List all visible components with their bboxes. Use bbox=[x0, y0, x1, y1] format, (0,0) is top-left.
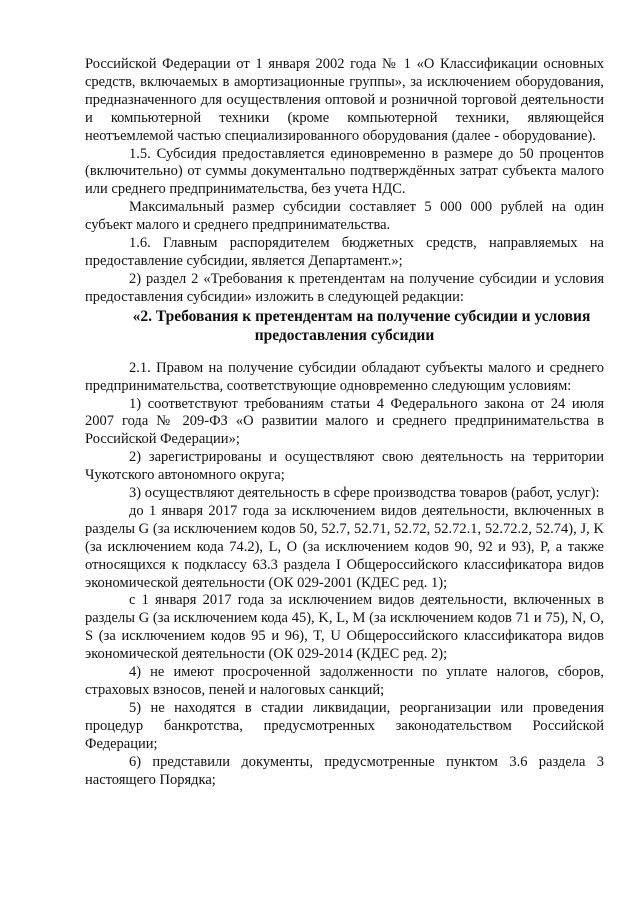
section-heading: «2. Требования к претендентам на получение субсидии и условия предоставления субсидии bbox=[132, 307, 591, 344]
paragraph-2-1: 2.1. Правом на получение субсидии обладают субъекты малого и среднего предпринимательства, соответствующие одновременно следующим условиям: bbox=[85, 359, 604, 394]
paragraph-1-5: 1.5. Субсидия предоставляется единовременно в размере до 50 процентов (включительно) от суммы документально подтверждённых затрат субъекта малого или среднего предпринимательства, без учета НДС. bbox=[85, 145, 604, 198]
document-page bbox=[85, 56, 604, 789]
condition-6: 6) представили документы, предусмотренные пунктом 3.6 раздела 3 настоящего Порядка; bbox=[85, 753, 604, 788]
condition-2: 2) зарегистрированы и осуществляют свою деятельность на территории Чукотского автономного округа; bbox=[85, 449, 604, 484]
paragraph-classification: Российской Федерации от 1 января 2002 года № 1 «О Классификации основных средств, включаемых в амортизационные группы», за исключением оборудования, предназначенного для осуществления оптовой и розничной торговой деятельности и компьютерной техники (кроме компьютерной техники, являющейся неотъемлемой частью специализированного оборудования (далее - оборудование). bbox=[85, 56, 604, 144]
condition-3-after-2017: с 1 января 2017 года за исключением видов деятельности, включенных в разделы G (за исключением кода 45), K, L, M (за исключением кодов 71 и 75), N, O, S (за исключением кодов 95 и 96), T, U Общероссийского классификатора видов экономической деятельности (ОК 029-2014 (КДЕС ред. 2); bbox=[85, 592, 604, 663]
spacer bbox=[85, 345, 604, 360]
paragraph-1-6: 1.6. Главным распорядителем бюджетных средств, направляемых на предоставление субсидии, является Департамент.»; bbox=[85, 235, 604, 269]
condition-3: 3) осуществляют деятельность в сфере производства товаров (работ, услуг): bbox=[129, 485, 600, 502]
condition-3-before-2017: до 1 января 2017 года за исключением видов деятельности, включенных в разделы G (за исключением кодов 50, 52.7, 52.71, 52.72, 52.72.1, 52.72.2, 52.74), J, K (за исключением кода 74.2), L, O (за исключением кодов 90, 92 и 93), P, а также относящихся к подклассу 63.3 раздела I Общероссийского классификатора видов экономической деятельности (ОК 029-2001 (КДЕС ред. 1); bbox=[85, 502, 604, 591]
condition-5: 5) не находятся в стадии ликвидации, реорганизации или проведения процедур банкротства, предусмотренных законодательством Российской Федерации; bbox=[85, 699, 604, 752]
paragraph-max-subsidy: Максимальный размер субсидии составляет 5 000 000 рублей на один субъект малого и среднего предпринимательства. bbox=[85, 199, 604, 234]
paragraph-section-2-intro: 2) раздел 2 «Требования к претендентам на получение субсидии и условия предоставления субсидии» изложить в следующей редакции: bbox=[85, 270, 604, 305]
condition-1: 1) соответствуют требованиям статьи 4 Федерального закона от 24 июля 2007 года № 209-ФЗ «О развитии малого и среднего предпринимательства в Российской Федерации»; bbox=[85, 395, 604, 448]
condition-4: 4) не имеют просроченной задолженности по уплате налогов, сборов, страховых взносов, пеней и налоговых санкций; bbox=[85, 664, 604, 698]
